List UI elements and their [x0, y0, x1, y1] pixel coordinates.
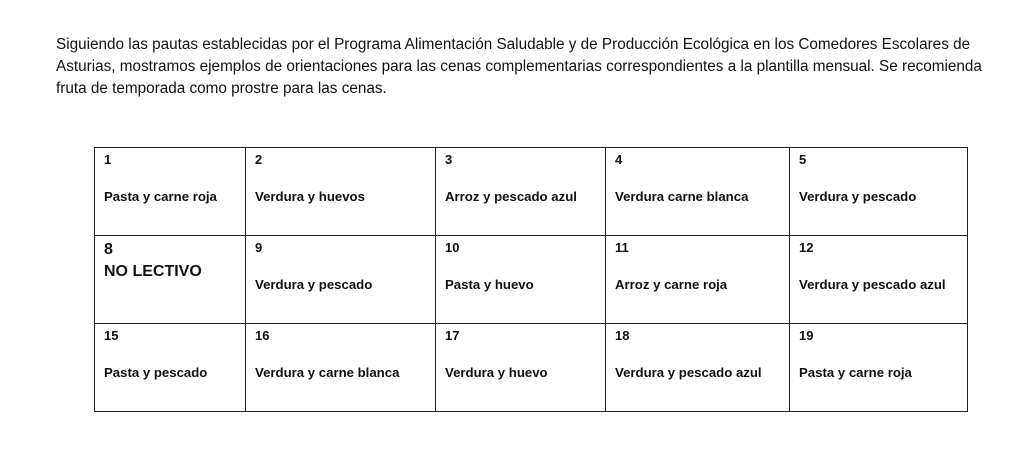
day-number: 16	[255, 328, 270, 343]
dish-text: Verdura y pescado azul	[615, 365, 762, 380]
day-number: 4	[615, 152, 623, 167]
day-cell	[246, 236, 436, 324]
table-row	[95, 148, 968, 236]
day-number: 8	[104, 241, 113, 258]
intro-paragraph: Siguiendo las pautas establecidas por el Programa Alimentación Saludable y de Producción Ecológica en los Comedores Escolares de Asturias, mostramos ejemplos de orientaciones para las cenas complementarias correspondientes a la plantilla mensual. Se recomienda fruta de temporada como prostre para las cenas.	[56, 36, 982, 97]
dish-text: Verdura carne blanca	[615, 189, 749, 204]
dish-text: Arroz y pescado azul	[445, 189, 577, 204]
dish-text: Verdura y carne blanca	[255, 365, 400, 380]
day-cell	[95, 324, 246, 412]
day-cell	[790, 324, 968, 412]
day-cell	[246, 148, 436, 236]
table-row	[95, 324, 968, 412]
day-cell-no-lectivo	[95, 236, 246, 324]
table-row	[95, 236, 968, 324]
day-cell	[606, 148, 790, 236]
day-number: 2	[255, 152, 263, 167]
dish-text: Verdura y huevos	[255, 189, 365, 204]
dish-text: Pasta y carne roja	[799, 365, 912, 380]
day-number: 5	[799, 152, 807, 167]
dish-text: Verdura y pescado azul	[799, 277, 946, 292]
day-cell	[246, 324, 436, 412]
dish-text: Verdura y pescado	[255, 277, 373, 292]
dish-text: Verdura y huevo	[445, 365, 548, 380]
day-number: 15	[104, 328, 119, 343]
day-cell	[95, 148, 246, 236]
day-cell	[436, 148, 606, 236]
day-number: 18	[615, 328, 630, 343]
day-number: 19	[799, 328, 814, 343]
dish-text: Pasta y carne roja	[104, 189, 217, 204]
day-cell	[606, 236, 790, 324]
day-cell	[436, 324, 606, 412]
day-cell	[790, 148, 968, 236]
dish-text: Verdura y pescado	[799, 189, 917, 204]
day-number: 12	[799, 240, 814, 255]
day-cell	[606, 324, 790, 412]
dish-text: Pasta y pescado	[104, 365, 208, 380]
day-number: 3	[445, 152, 453, 167]
day-cell	[790, 236, 968, 324]
no-lectivo-label: NO LECTIVO	[104, 263, 202, 280]
day-cell	[436, 236, 606, 324]
dinner-menu-table	[94, 147, 968, 412]
day-number: 17	[445, 328, 460, 343]
day-number: 11	[615, 240, 629, 255]
day-number: 10	[445, 240, 460, 255]
dish-text: Pasta y huevo	[445, 277, 534, 292]
day-number: 9	[255, 240, 263, 255]
day-number: 1	[104, 152, 112, 167]
dish-text: Arroz y carne roja	[615, 277, 728, 292]
